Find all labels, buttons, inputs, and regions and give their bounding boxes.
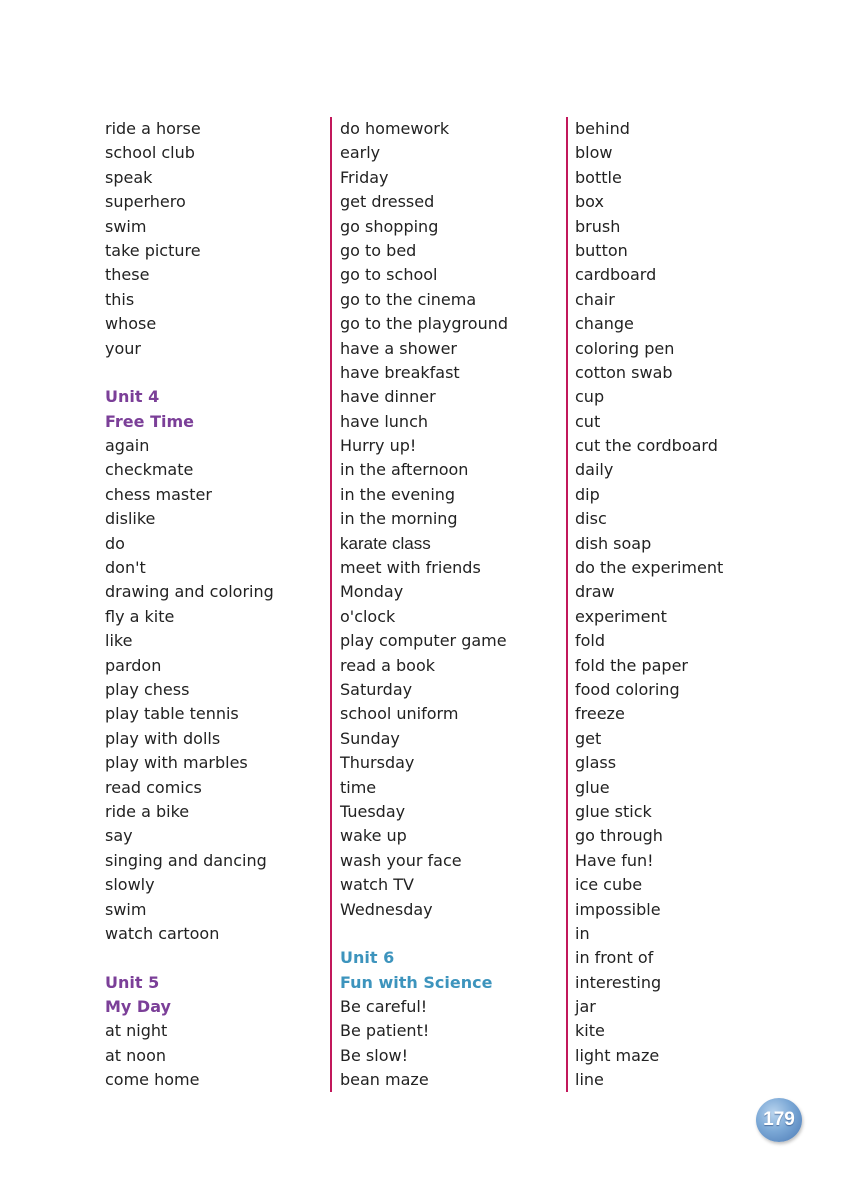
vocabulary-word: take picture — [105, 240, 201, 260]
vocabulary-word: chair — [575, 289, 615, 309]
vocabulary-word: disc — [575, 509, 607, 529]
vocabulary-word: do the experiment — [575, 558, 724, 578]
vocabulary-word: change — [575, 314, 634, 334]
vocabulary-word: drawing and coloring — [105, 582, 274, 602]
vocabulary-word: play table tennis — [105, 704, 239, 724]
vocabulary-word: draw — [575, 582, 615, 602]
vocabulary-word: do — [105, 533, 125, 553]
vocabulary-word: come home — [105, 1070, 200, 1090]
vocabulary-word: bottle — [575, 167, 622, 187]
vocabulary-word: experiment — [575, 606, 667, 626]
vocabulary-word: singing and dancing — [105, 850, 267, 870]
vocabulary-word: ice cube — [575, 875, 643, 895]
vocabulary-word: cut the cordboard — [575, 436, 718, 456]
vocabulary-word: Be careful! — [340, 997, 428, 1017]
unit-heading: My Day — [105, 997, 171, 1017]
vocabulary-word: Have fun! — [575, 850, 654, 870]
vocabulary-word: ride a horse — [105, 119, 201, 138]
vocabulary-word: don't — [105, 558, 146, 578]
vocabulary-word: have dinner — [340, 387, 436, 407]
vocabulary-word: bean maze — [340, 1070, 429, 1090]
vocabulary-word: whose — [105, 314, 157, 334]
vocabulary-word: speak — [105, 167, 153, 187]
unit-heading: Unit 5 — [105, 972, 160, 992]
vocabulary-word: go to the cinema — [340, 289, 477, 309]
vocabulary-word: o'clock — [340, 606, 396, 626]
vocabulary-word: school uniform — [340, 704, 459, 724]
vocabulary-word: your — [105, 338, 141, 358]
vocabulary-word: blow — [575, 143, 613, 163]
vocabulary-word: go shopping — [340, 216, 439, 236]
vocabulary-word: light maze — [575, 1045, 660, 1065]
vocabulary-word: dish soap — [575, 533, 652, 553]
vocabulary-word: cut — [575, 411, 601, 431]
vocabulary-word: jar — [575, 997, 596, 1017]
vocabulary-word: play computer game — [340, 631, 507, 651]
vocabulary-word: like — [105, 631, 133, 651]
vocabulary-word: go to bed — [340, 240, 417, 260]
vocabulary-word: Wednesday — [340, 899, 433, 919]
vocabulary-word: line — [575, 1070, 604, 1090]
vocabulary-word: fly a kite — [105, 606, 175, 626]
vocabulary-word: have a shower — [340, 338, 458, 358]
vocabulary-word: kite — [575, 1021, 605, 1041]
vocabulary-word: chess master — [105, 484, 212, 504]
column-divider — [566, 117, 568, 1092]
vocabulary-word: superhero — [105, 192, 186, 212]
vocabulary-word: in the afternoon — [340, 460, 469, 480]
vocabulary-word: Tuesday — [340, 801, 406, 821]
vocabulary-word: play with dolls — [105, 728, 221, 748]
vocabulary-word: fold the paper — [575, 655, 688, 675]
unit-heading: Fun with Science — [340, 972, 493, 992]
vocabulary-word: interesting — [575, 972, 662, 992]
vocabulary-word: pardon — [105, 655, 162, 675]
spacer — [105, 361, 325, 385]
vocabulary-word: box — [575, 192, 604, 212]
vocabulary-word: fold — [575, 631, 606, 651]
vocabulary-word: in front of — [575, 948, 654, 968]
vocabulary-word: have lunch — [340, 411, 429, 431]
vocabulary-word: in the morning — [340, 509, 458, 529]
vocabulary-word: slowly — [105, 875, 155, 895]
vocabulary-word: glue stick — [575, 801, 652, 821]
vocabulary-word: coloring pen — [575, 338, 675, 358]
page-number-badge: 179 — [756, 1098, 802, 1142]
vocabulary-word: watch TV — [340, 875, 414, 895]
vocabulary-word: Hurry up! — [340, 436, 417, 456]
vocabulary-word: freeze — [575, 704, 625, 724]
vocabulary-word: read a book — [340, 655, 436, 675]
vocabulary-word: time — [340, 777, 377, 797]
vocabulary-word: wash your face — [340, 850, 462, 870]
vocabulary-word: Thursday — [340, 753, 415, 773]
word-list-column-3 — [575, 117, 845, 1093]
vocabulary-word: read comics — [105, 777, 202, 797]
vocabulary-word: Be slow! — [340, 1045, 408, 1065]
vocabulary-word: get — [575, 728, 602, 748]
vocabulary-word: checkmate — [105, 460, 194, 480]
vocabulary-word: do homework — [340, 119, 450, 138]
vocabulary-word: go to the playground — [340, 314, 509, 334]
vocabulary-word: Be patient! — [340, 1021, 430, 1041]
vocabulary-word: glass — [575, 753, 617, 773]
vocabulary-word: Saturday — [340, 679, 413, 699]
vocabulary-word: school club — [105, 143, 195, 163]
word-list-column-2 — [340, 117, 560, 1093]
vocabulary-word: daily — [575, 460, 614, 480]
vocabulary-word: dip — [575, 484, 600, 504]
vocabulary-word: food coloring — [575, 679, 680, 699]
vocabulary-word: dislike — [105, 509, 156, 529]
vocabulary-word: get dressed — [340, 192, 435, 212]
unit-heading: Unit 4 — [105, 387, 160, 407]
unit-heading: Free Time — [105, 411, 194, 431]
vocabulary-word: brush — [575, 216, 621, 236]
vocabulary-word: swim — [105, 216, 147, 236]
vocabulary-word: cardboard — [575, 265, 657, 285]
vocabulary-word: watch cartoon — [105, 923, 220, 943]
vocabulary-word: glue — [575, 777, 610, 797]
vocabulary-word: meet with friends — [340, 558, 481, 578]
vocabulary-word: at night — [105, 1021, 168, 1041]
vocabulary-word: early — [340, 143, 381, 163]
vocabulary-word: ride a bike — [105, 801, 190, 821]
vocabulary-word: button — [575, 240, 628, 260]
vocabulary-word: play chess — [105, 679, 190, 699]
vocabulary-word: behind — [575, 119, 630, 138]
vocabulary-word: this — [105, 289, 135, 309]
vocabulary-word: Sunday — [340, 728, 400, 748]
vocabulary-word: at noon — [105, 1045, 167, 1065]
vocabulary-word: these — [105, 265, 150, 285]
spacer — [340, 922, 560, 946]
vocabulary-word: in the evening — [340, 484, 456, 504]
vocabulary-word: karate class — [340, 533, 431, 553]
vocabulary-word: play with marbles — [105, 753, 248, 773]
vocabulary-word: impossible — [575, 899, 661, 919]
vocabulary-word: cotton swab — [575, 362, 673, 382]
vocabulary-word: have breakfast — [340, 362, 460, 382]
vocabulary-word: again — [105, 436, 150, 456]
column-divider — [330, 117, 332, 1092]
vocabulary-word: Friday — [340, 167, 389, 187]
spacer — [105, 946, 325, 970]
vocabulary-word: in — [575, 923, 590, 943]
vocabulary-word: cup — [575, 387, 605, 407]
word-list-column-1 — [105, 117, 325, 1093]
vocabulary-word: swim — [105, 899, 147, 919]
vocabulary-word: go through — [575, 826, 663, 846]
vocabulary-word: go to school — [340, 265, 438, 285]
vocabulary-word: Monday — [340, 582, 404, 602]
vocabulary-word: say — [105, 826, 133, 846]
vocabulary-word: wake up — [340, 826, 407, 846]
unit-heading: Unit 6 — [340, 948, 395, 968]
